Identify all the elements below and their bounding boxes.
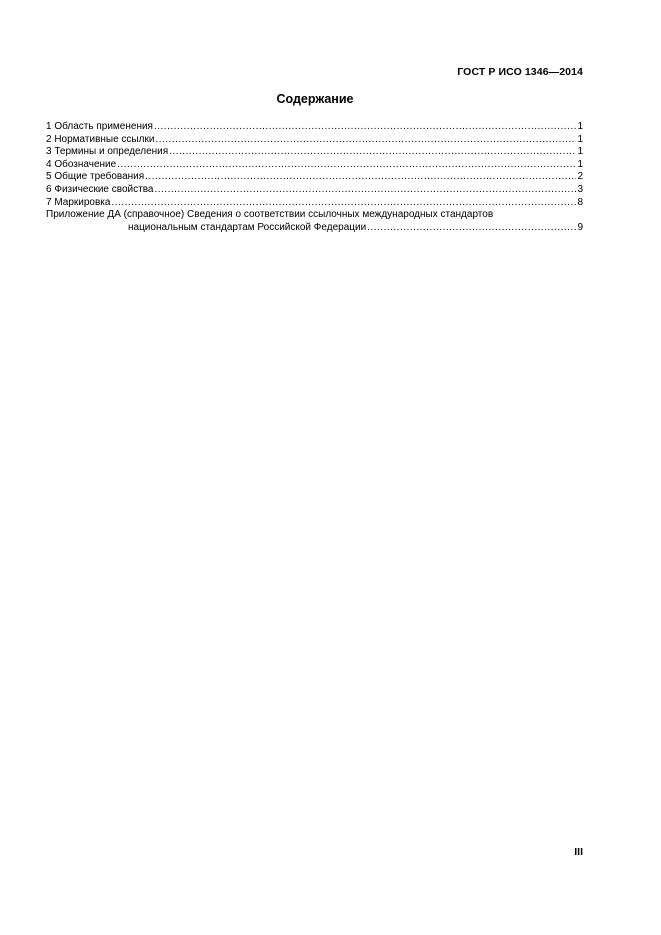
toc-entry-label: 2 Нормативные ссылки (46, 133, 155, 145)
table-of-contents (46, 121, 583, 234)
dot-leader (145, 171, 576, 184)
toc-appendix-title-line: Приложение ДА (справочное) Сведения о соответствии ссылочных международных стандартов (46, 209, 494, 221)
toc-entry-scope (46, 121, 583, 134)
page-number: III (574, 846, 583, 858)
dot-leader (169, 146, 576, 159)
toc-entry-terms-definitions (46, 146, 583, 159)
toc-entry-page: 1 (577, 146, 583, 158)
toc-title: Содержание (276, 92, 354, 106)
toc-entry-designation (46, 159, 583, 172)
dot-leader (154, 184, 576, 197)
dot-leader (154, 121, 576, 134)
toc-entry-label: 1 Область применения (46, 121, 153, 132)
dot-leader (367, 222, 576, 235)
toc-entry-marking (46, 197, 583, 210)
dot-leader (117, 159, 576, 172)
toc-entry-label: 7 Маркировка (46, 196, 111, 208)
dot-leader (111, 197, 576, 210)
toc-entry-label: 4 Обозначение (46, 158, 117, 170)
toc-entry-label: 6 Физические свойства (46, 183, 154, 195)
toc-entry-general-requirements (46, 171, 583, 184)
toc-entry-appendix (46, 222, 583, 235)
toc-entry-physical-properties (46, 184, 583, 197)
toc-entry-page: 8 (577, 196, 583, 208)
toc-entry-page: 9 (577, 221, 583, 233)
toc-entry-page: 1 (577, 133, 583, 145)
toc-entry-page: 1 (577, 121, 583, 132)
toc-entry-normative-references (46, 134, 583, 147)
toc-entry-label: национальным стандартам Российской Федерации (128, 221, 367, 233)
toc-entry-page: 1 (577, 158, 583, 170)
standard-code-header: ГОСТ Р ИСО 1346—2014 (457, 66, 583, 78)
toc-entry-label: 3 Термины и определения (46, 146, 169, 158)
toc-entry-page: 3 (577, 183, 583, 195)
dot-leader (155, 134, 576, 147)
toc-entry-label: 5 Общие требования (46, 171, 145, 183)
toc-entry-page: 2 (577, 171, 583, 183)
